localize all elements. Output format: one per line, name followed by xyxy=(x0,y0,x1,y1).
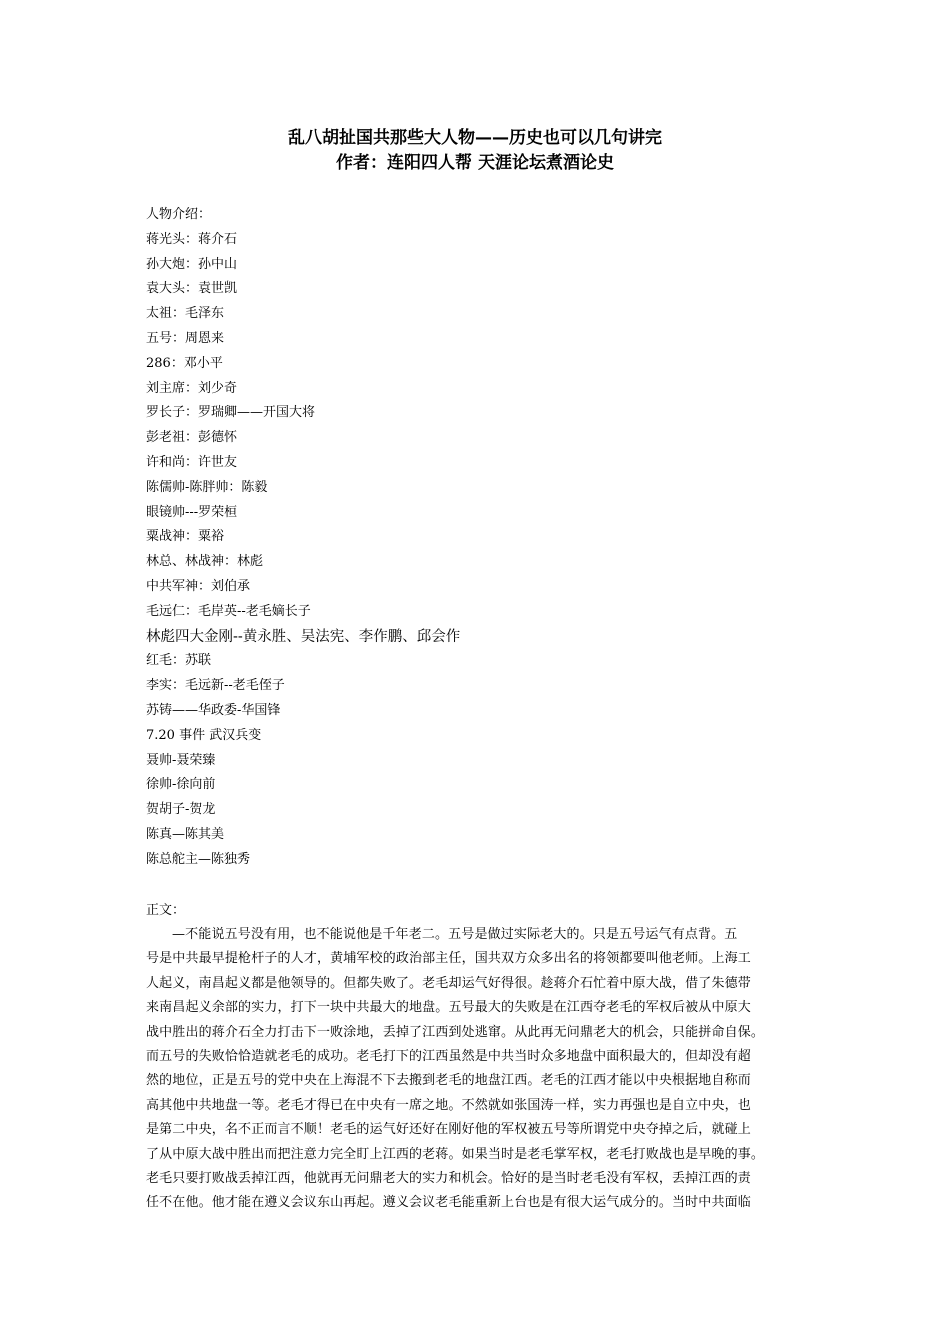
character-item: 林彪四大金刚--黄永胜、吴法宪、李作鹏、邱会作 xyxy=(146,628,461,645)
character-item: 徐帅-徐向前 xyxy=(146,777,216,793)
document-title: 乱八胡扯国共那些大人物——历史也可以几句讲完 xyxy=(288,128,662,148)
body-line: 人起义，南昌起义都是他领导的。但都失败了。老毛却运气好得很。趁蒋介石忙着中原大战，借了朱德带 xyxy=(146,975,751,991)
body-line: —不能说五号没有用，也不能说他是千年老二。五号是做过实际老大的。只是五号运气有点背。五 xyxy=(172,927,738,942)
character-item: 苏铸——华政委-华国锋 xyxy=(146,702,281,718)
character-item: 毛远仁：毛岸英--老毛嫡长子 xyxy=(146,603,311,619)
character-item: 286：邓小平 xyxy=(146,355,223,371)
character-item: 红毛：苏联 xyxy=(146,653,212,669)
intro-heading: 人物介绍： xyxy=(146,207,212,222)
character-item: 贺胡子-贺龙 xyxy=(146,802,216,818)
character-item: 五号：周恩来 xyxy=(146,330,225,346)
character-item: 罗长子：罗瑞卿——开国大将 xyxy=(146,405,316,421)
body-line: 然的地位，正是五号的党中央在上海混不下去搬到老毛的地盘江西。老毛的江西才能以中央根据地自称而 xyxy=(146,1073,751,1089)
body-line: 来南昌起义余部的实力，打下一块中共最大的地盘。五号最大的失败是在江西夺老毛的军权后被从中原大 xyxy=(146,1000,751,1016)
body-line: 高其他中共地盘一等。老毛才得已在中央有一席之地。不然就如张国涛一样，实力再强也是自立中央，也 xyxy=(146,1097,751,1113)
body-heading: 正文： xyxy=(146,903,186,918)
body-line: 号是中共最早提枪杆子的人才，黄埔军校的政治部主任，国共双方众多出名的将领都要叫他老师。上海工 xyxy=(146,951,751,967)
body-line: 是第二中央，名不正而言不顺！老毛的运气好还好在刚好他的军权被五号等所谓党中央夺掉之后，就碰上 xyxy=(146,1122,751,1138)
character-item: 林总、林战神：林彪 xyxy=(146,554,264,570)
character-item: 粟战神：粟裕 xyxy=(146,529,225,545)
character-item: 聂帅-聂荣臻 xyxy=(146,752,216,768)
character-item: 刘主席：刘少奇 xyxy=(146,380,238,396)
character-item: 李实：毛远新--老毛侄子 xyxy=(146,678,285,694)
character-item: 彭老祖：彭德怀 xyxy=(146,430,238,446)
author-line: 作者：连阳四人帮 天涯论坛煮酒论史 xyxy=(336,153,614,173)
character-item: 中共军神：刘伯承 xyxy=(146,578,251,594)
body-line: 而五号的失败恰恰造就老毛的成功。老毛打下的江西虽然是中共当时众多地盘中面积最大的，但却没有超 xyxy=(146,1048,751,1064)
character-introduction xyxy=(146,203,826,873)
body-line: 了从中原大战中胜出而把注意力完全盯上江西的老蒋。如果当时是老毛掌军权，老毛打败战也是早晚的事。 xyxy=(146,1146,765,1162)
body-line: 任不在他。他才能在遵义会议东山再起。遵义会议老毛能重新上台也是有很大运气成分的。当时中共面临 xyxy=(146,1195,751,1211)
body-line: 战中胜出的蒋介石全力打击下一败涂地，丢掉了江西到处逃窜。从此再无问鼎老大的机会，只能拼命自保。 xyxy=(146,1024,765,1040)
title-block xyxy=(0,126,950,176)
body-text xyxy=(146,923,810,1216)
character-item: 许和尚：许世友 xyxy=(146,454,238,470)
character-item: 蒋光头：蒋介石 xyxy=(146,231,238,247)
character-item: 陈儒帅-陈胖帅：陈毅 xyxy=(146,479,268,495)
character-item: 袁大头：袁世凯 xyxy=(146,281,238,297)
character-item: 7.20 事件 武汉兵变 xyxy=(146,727,262,743)
character-item: 眼镜帅---罗荣桓 xyxy=(146,504,238,520)
character-item: 陈总舵主—陈独秀 xyxy=(146,851,251,867)
character-item: 太祖：毛泽东 xyxy=(146,306,225,322)
body-line: 老毛只要打败战丢掉江西，他就再无问鼎老大的实力和机会。恰好的是当时老毛没有军权，丢掉江西的责 xyxy=(146,1170,751,1186)
character-item: 陈真—陈其美 xyxy=(146,826,225,842)
character-item: 孙大炮：孙中山 xyxy=(146,256,238,272)
